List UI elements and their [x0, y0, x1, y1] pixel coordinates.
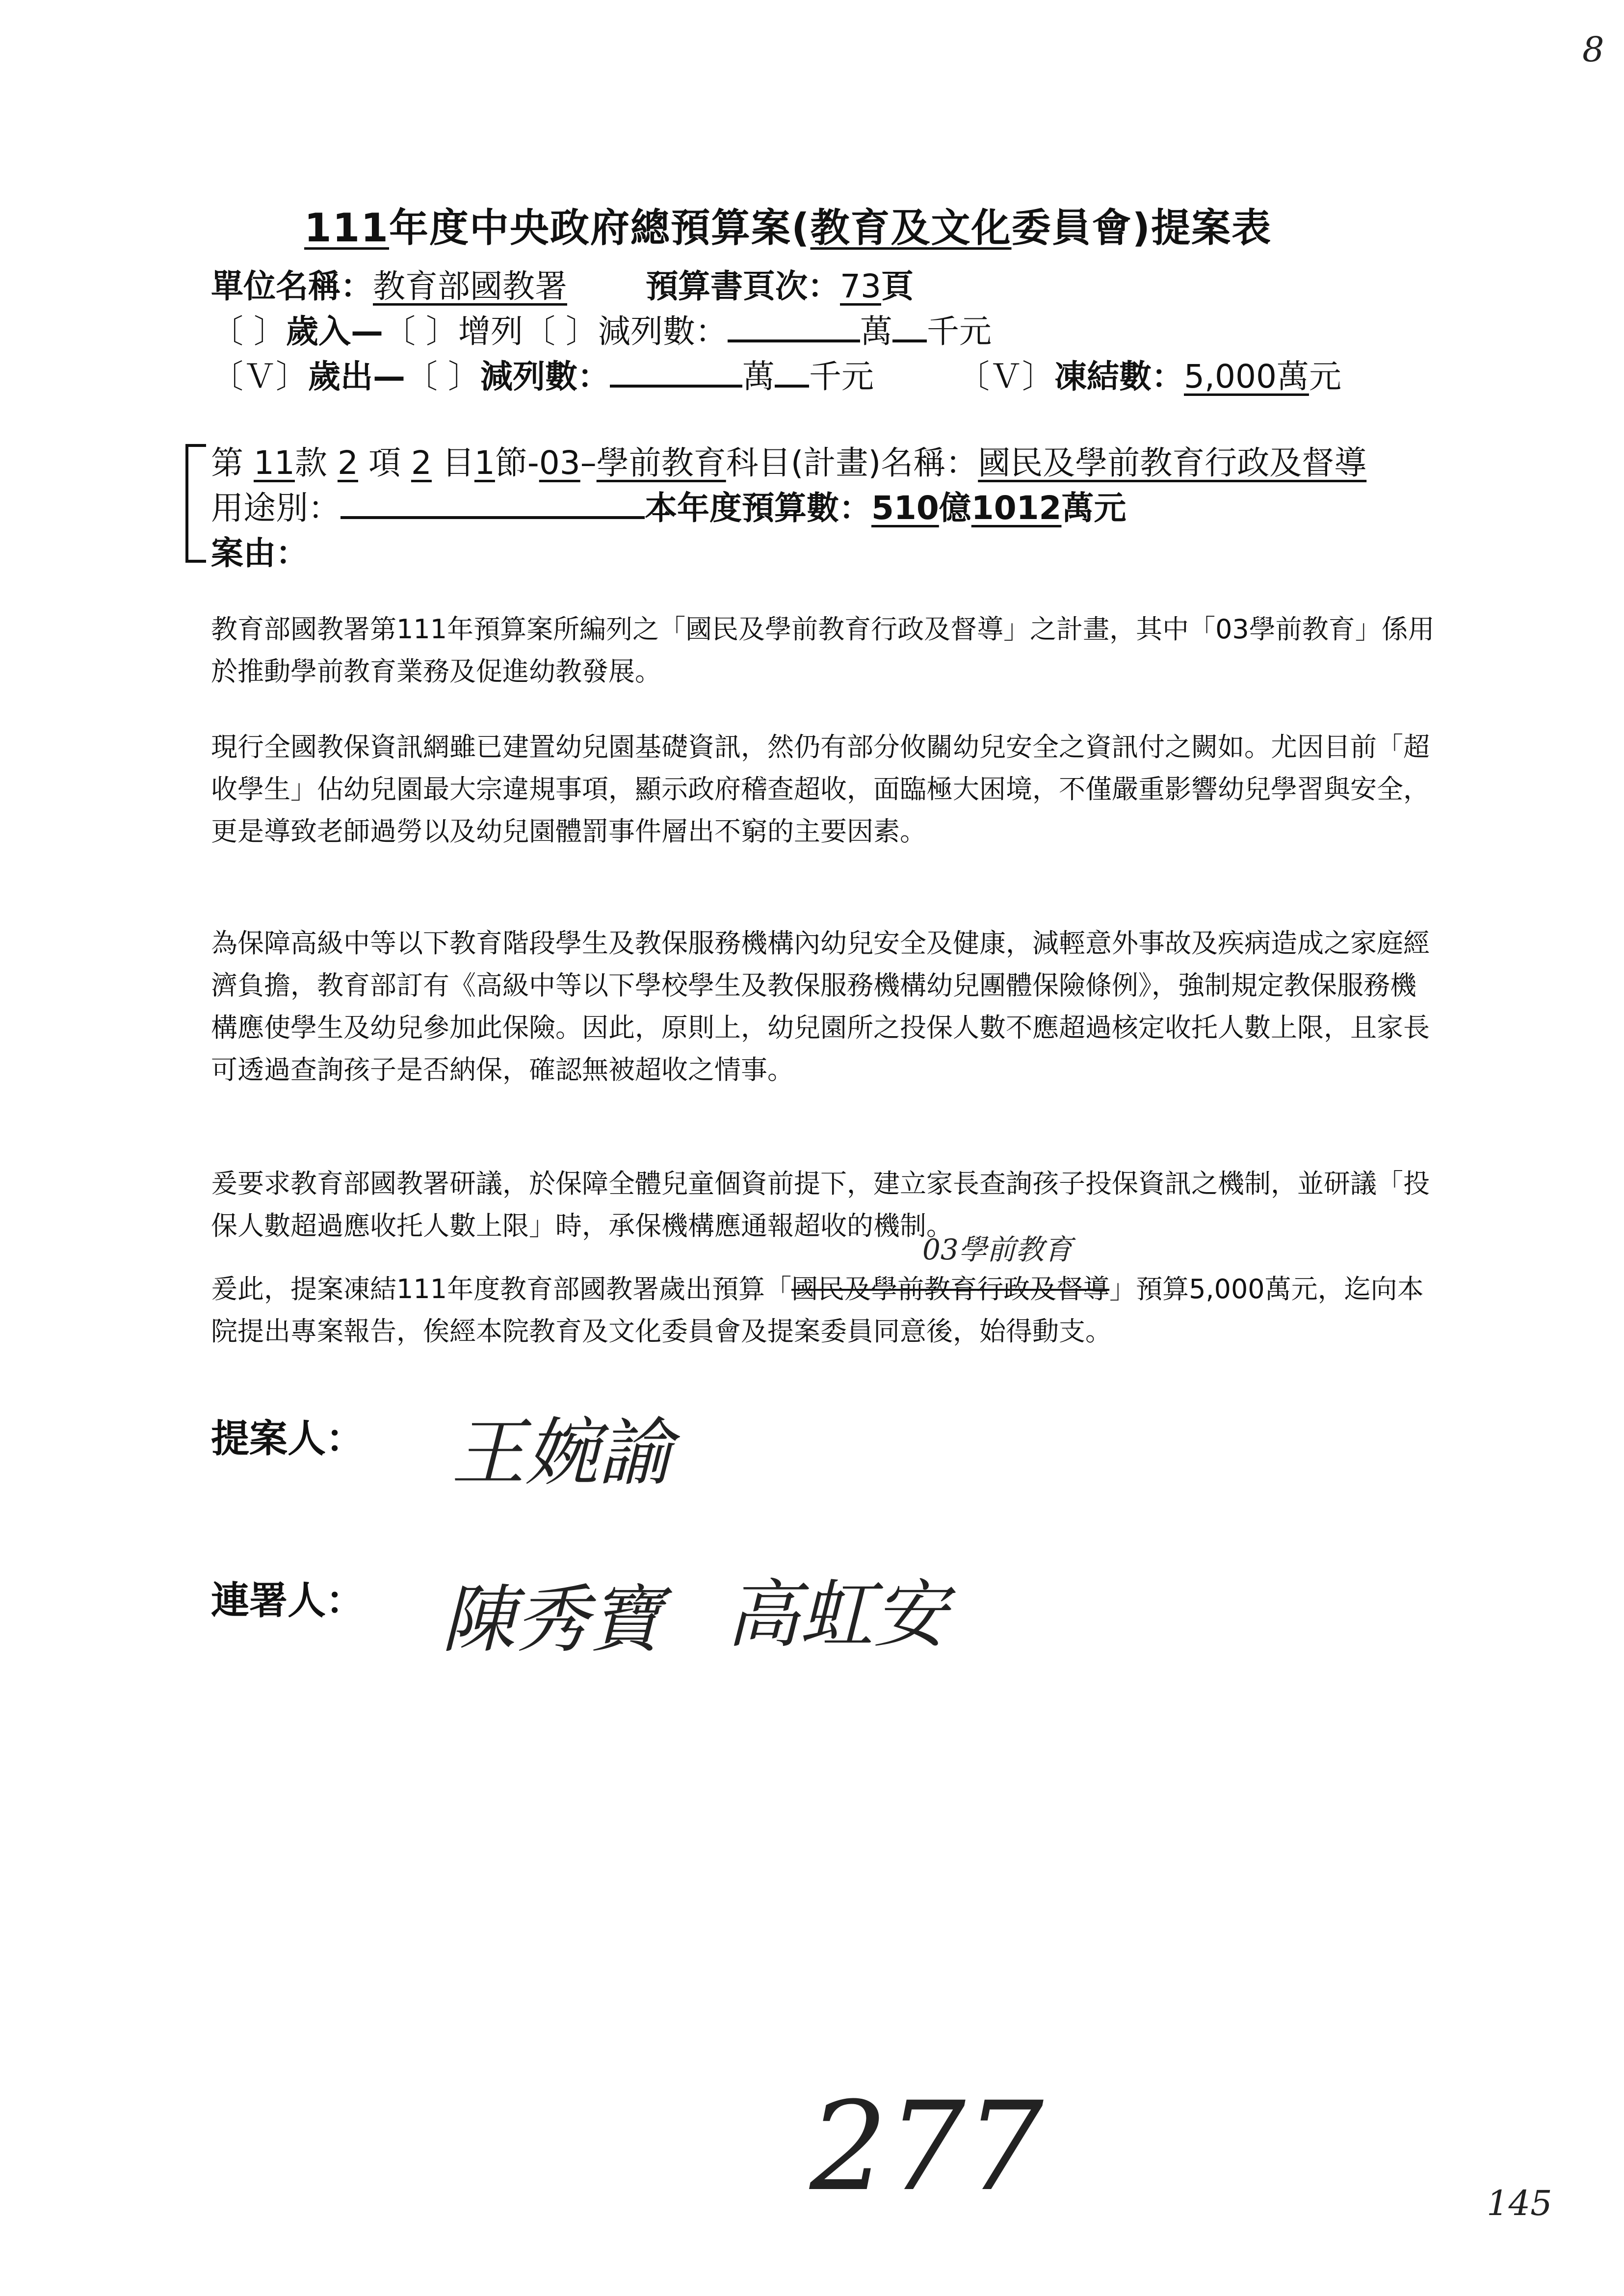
- unit-value: 教育部國教署: [373, 267, 567, 305]
- corner-number: 145: [1487, 2183, 1552, 2223]
- expense-label: 歲出—: [308, 358, 405, 395]
- proposer-signature: 王婉諭: [451, 1410, 673, 1496]
- expense-decrease-label: 減列數：: [480, 358, 610, 395]
- paragraph-1: 教育部國教署第111年預算案所編列之「國民及學前教育行政及督導」之計畫，其中「03學前教育」係用於推動學前教育業務及促進幼教發展。: [211, 614, 1435, 687]
- expense-qian-blank: [775, 380, 809, 388]
- revenue-decrease-checkbox: 〔 〕: [523, 313, 598, 350]
- item-xiang: 項: [368, 444, 401, 482]
- revenue-increase-checkbox: 〔 〕: [383, 313, 458, 350]
- freeze-value: 5,000萬: [1183, 358, 1309, 395]
- paragraph-5-part-b: 」預算5,000萬元，迄向本院提出專案報告，俟經本院教育及文化委員會及提案委員同意後，始得動支。: [211, 1274, 1424, 1347]
- item-subject-label: 科目(計畫)名稱：: [726, 444, 978, 482]
- paragraph-3: 為保障高級中等以下教育階段學生及教保服務機構內幼兒安全及健康，減輕意外事故及疾病造成之家庭經濟負擔，教育部訂有《高級中等以下學校學生及教保服務機構幼兒團體保險條例》，強制規定教保服務機構應使學生及幼兒參加此保險。因此，原則上，幼兒園所之投保人數不應超過核定收托人數上限，且家長可透過查詢孩子是否納保，確認無被超收之情事。: [211, 928, 1430, 1085]
- item-mu: 目: [442, 444, 474, 482]
- cosigner-label: 連署人：: [211, 1579, 365, 1623]
- revenue-line: [211, 305, 992, 352]
- document-title: [304, 196, 1272, 253]
- freeze-label: 凍結數：: [1054, 358, 1184, 395]
- reason-label: 案由：: [211, 534, 308, 572]
- expense-decrease-checkbox: 〔 〕: [405, 358, 480, 395]
- page-label: 預算書頁次：: [646, 267, 840, 305]
- revenue-increase-label: 增列: [458, 313, 523, 350]
- page-value: 73: [840, 267, 881, 305]
- freeze-unit: 元: [1309, 358, 1341, 395]
- unit-line: [211, 260, 914, 307]
- item-jie-no: 1: [474, 444, 495, 482]
- paragraph-5-struck: 國民及學前教育行政及督導: [791, 1274, 1110, 1305]
- cosigner-signature-2: 高虹安: [726, 1572, 947, 1658]
- expense-wan-blank: [610, 380, 742, 388]
- expense-qian: 千元: [809, 358, 874, 395]
- revenue-wan-blank: [728, 335, 860, 342]
- proposer-label: 提案人：: [211, 1417, 365, 1461]
- usage-blank: [341, 511, 645, 519]
- revenue-qian-blank: [892, 335, 927, 342]
- item-di: 第: [211, 444, 243, 482]
- item-mu-no: 2: [411, 444, 432, 482]
- paragraph-2: 現行全國教保資訊網雖已建置幼兒園基礎資訊，然仍有部分攸關幼兒安全之資訊付之闕如。尤因目前「超收學生」佔幼兒園最大宗違規事項，顯示政府稽查超收，面臨極大困境，不僅嚴重影響幼兒學習與安全，更是導致老師過勞以及幼兒園體罰事件層出不窮的主要因素。: [211, 731, 1430, 847]
- unit-label: 單位名稱：: [211, 267, 373, 305]
- title-part1: 年度中央政府總預算案(: [389, 205, 811, 251]
- paragraph-5: [211, 1268, 1442, 1353]
- item-line: [211, 437, 1366, 483]
- item-xiang-no: 2: [337, 444, 358, 482]
- budget-yi: 億: [939, 489, 971, 527]
- section-bracket: [185, 444, 206, 563]
- item-kuan-no: 11: [253, 444, 295, 482]
- item-dash: –: [580, 444, 597, 482]
- title-committee: 教育及文化: [810, 205, 1012, 251]
- budget-yi-value: 510: [871, 489, 939, 527]
- cosigner-signature-1: 陳秀寶: [442, 1577, 663, 1663]
- usage-line: [211, 482, 1126, 528]
- budget-wan-value: 1012: [971, 489, 1062, 527]
- revenue-wan: 萬: [860, 313, 892, 350]
- handwritten-page-number: 277: [810, 2075, 1044, 2218]
- corner-mark: 8: [1582, 29, 1604, 70]
- freeze-checkbox: 〔Ｖ〕: [957, 358, 1054, 395]
- title-part2: 委員會)提案表: [1011, 205, 1272, 251]
- budget-label: 本年度預算數：: [645, 489, 871, 527]
- revenue-qian: 千元: [926, 313, 992, 350]
- item-plan-name: 國民及學前教育行政及督導: [978, 444, 1367, 482]
- revenue-checkbox: 〔 〕: [211, 313, 286, 350]
- item-code: 03: [539, 444, 580, 482]
- handwritten-insertion: 03學前教育: [922, 1233, 1073, 1266]
- expense-checkbox: 〔Ｖ〕: [211, 358, 308, 395]
- expense-wan: 萬: [742, 358, 775, 395]
- usage-label: 用途別：: [211, 489, 341, 527]
- page-unit: 頁: [881, 267, 914, 305]
- item-jie: 節-: [495, 444, 539, 482]
- revenue-label: 歲入—: [286, 313, 383, 350]
- expense-line: [211, 350, 1341, 397]
- item-subject: 學前教育: [596, 444, 726, 482]
- title-year: 111: [304, 205, 389, 251]
- revenue-decrease-label: 減列數：: [598, 313, 728, 350]
- budget-wan-unit: 萬元: [1061, 489, 1126, 527]
- item-kuan: 款: [294, 444, 327, 482]
- paragraph-4: 爰要求教育部國教署研議，於保障全體兒童個資前提下，建立家長查詢孩子投保資訊之機制，並研議「投保人數超過應收托人數上限」時，承保機構應通報超收的機制。: [211, 1168, 1430, 1241]
- paragraph-5-part-a: 爰此，提案凍結111年度教育部國教署歲出預算「: [211, 1274, 792, 1305]
